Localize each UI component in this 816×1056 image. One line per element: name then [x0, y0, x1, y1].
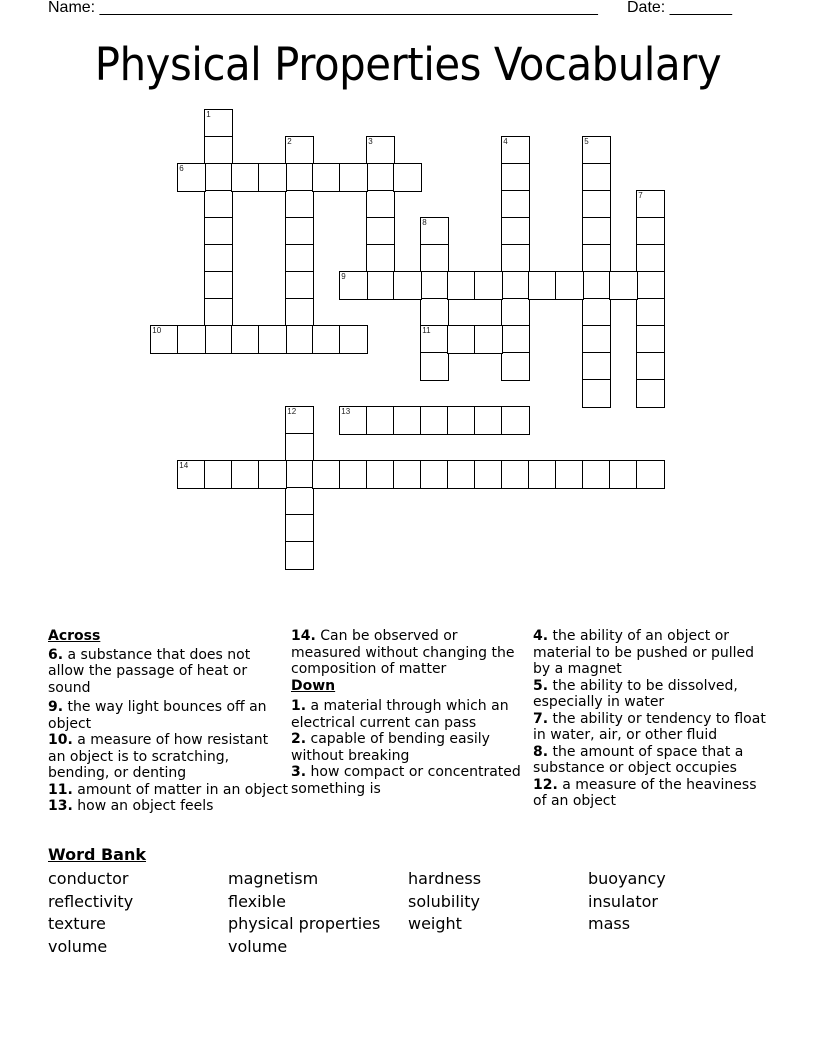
crossword-cell[interactable]: [339, 163, 368, 192]
crossword-cell[interactable]: [636, 298, 665, 327]
crossword-cell[interactable]: [609, 271, 638, 300]
crossword-cell[interactable]: [393, 163, 422, 192]
clue-down-8: 8. the amount of space that a substance or object occupies: [533, 743, 744, 776]
crossword-cell[interactable]: [501, 325, 530, 354]
word-bank-item: insulator: [588, 891, 658, 911]
clue-number: 13: [341, 407, 351, 417]
clue-number: 5: [584, 137, 589, 147]
crossword-cell[interactable]: [447, 460, 476, 489]
crossword-cell[interactable]: [582, 325, 611, 354]
crossword-cell[interactable]: [555, 271, 584, 300]
crossword-cell[interactable]: [501, 406, 530, 435]
crossword-cell[interactable]: [231, 460, 260, 489]
crossword-cell[interactable]: [258, 163, 287, 192]
word-bank-item: magnetism: [228, 869, 319, 888]
word-bank-column-3: [408, 868, 481, 936]
crossword-cell[interactable]: [312, 460, 341, 489]
name-field-label: Name: ________________________________________________________: [48, 0, 598, 16]
clue-number: 10: [152, 326, 162, 336]
crossword-cell[interactable]: [420, 217, 449, 246]
crossword-cell[interactable]: [582, 352, 611, 381]
crossword-cell[interactable]: [339, 460, 368, 489]
crossword-cell[interactable]: [285, 136, 314, 165]
crossword-cell[interactable]: [285, 244, 314, 273]
crossword-cell[interactable]: [366, 271, 395, 300]
word-bank-column-1: [48, 868, 133, 958]
crossword-cell[interactable]: [501, 298, 530, 327]
word-bank-item: texture: [48, 914, 106, 933]
crossword-cell[interactable]: [339, 406, 368, 435]
crossword-cell[interactable]: [258, 325, 287, 354]
word-bank-item: flexible: [228, 891, 286, 911]
crossword-cell[interactable]: [204, 271, 233, 300]
crossword-cell[interactable]: [582, 298, 611, 327]
crossword-cell[interactable]: [177, 460, 206, 489]
crossword-cell[interactable]: [555, 460, 584, 489]
crossword-cell[interactable]: [393, 271, 422, 300]
across-heading: Across: [48, 628, 101, 644]
crossword-cell[interactable]: [204, 190, 233, 219]
crossword-cell[interactable]: [204, 325, 233, 354]
crossword-cell[interactable]: [501, 136, 530, 165]
word-bank-item: volume: [228, 936, 288, 956]
crossword-cell[interactable]: [636, 379, 665, 408]
crossword-cell[interactable]: [231, 325, 260, 354]
down-heading: Down: [291, 677, 336, 694]
word-bank-column-2: [228, 868, 380, 958]
crossword-cell[interactable]: [285, 190, 314, 219]
crossword-cell[interactable]: [582, 244, 611, 273]
crossword-cell[interactable]: [366, 406, 395, 435]
crossword-cell[interactable]: [474, 460, 503, 489]
crossword-cell[interactable]: [366, 244, 395, 273]
crossword-cell[interactable]: [285, 325, 314, 354]
clue-down-12: 12. a measure of the heaviness of an object: [533, 776, 757, 809]
word-bank-item: reflectivity: [48, 891, 134, 911]
crossword-cell[interactable]: [501, 352, 530, 381]
crossword-cell[interactable]: [582, 163, 611, 192]
clue-number: 2: [287, 137, 292, 147]
date-field-label: Date: _______: [627, 0, 732, 16]
clue-down-2: 2. capable of bending easily without breaking: [291, 731, 490, 764]
crossword-cell[interactable]: [420, 244, 449, 273]
crossword-cell[interactable]: [285, 271, 314, 300]
crossword-cell[interactable]: [366, 136, 395, 165]
crossword-cell[interactable]: [636, 217, 665, 246]
crossword-cell[interactable]: [204, 136, 233, 165]
crossword-cell[interactable]: [420, 352, 449, 381]
crossword-cell[interactable]: [285, 433, 314, 462]
clue-down-1: 1. a material through which an electrical current can pass: [291, 698, 509, 731]
clue-number: 11: [422, 326, 431, 336]
crossword-cell[interactable]: [393, 460, 422, 489]
clue-number: 8: [422, 218, 427, 228]
crossword-cell[interactable]: [582, 379, 611, 408]
crossword-cell[interactable]: [366, 217, 395, 246]
word-bank-item: buoyancy: [588, 869, 666, 888]
crossword-cell[interactable]: [366, 163, 395, 192]
clue-number: 14: [179, 461, 189, 471]
crossword-cell[interactable]: [150, 325, 179, 354]
clue-number: 4: [503, 137, 508, 147]
clues-column-2: [291, 628, 527, 797]
word-bank-item: solubility: [408, 891, 480, 911]
clue-down-4: 4. the ability of an object or material to be pushed or pulled by a magnet: [533, 628, 755, 677]
crossword-cell[interactable]: [177, 163, 206, 192]
clue-down-3: 3. how compact or concentrated something is: [291, 764, 521, 797]
crossword-cell[interactable]: [204, 298, 233, 327]
crossword-cell[interactable]: [582, 271, 611, 300]
crossword-cell[interactable]: [204, 217, 233, 246]
crossword-cell[interactable]: [420, 298, 449, 327]
clue-across-10: 10. a measure of how resistant an object is to scratching, bending, or denting: [48, 732, 269, 781]
clue-down-5: 5. the ability to be dissolved, especially in water: [533, 677, 738, 710]
crossword-cell[interactable]: [501, 217, 530, 246]
crossword-cell[interactable]: [636, 244, 665, 273]
word-bank-item: weight: [408, 914, 462, 933]
crossword-cell[interactable]: [366, 190, 395, 219]
word-bank-item: conductor: [48, 869, 129, 888]
word-bank-item: hardness: [408, 869, 482, 888]
clue-across-6: 6. a substance that does not allow the passage of heat or sound: [48, 646, 251, 696]
word-bank-item: volume: [48, 936, 108, 956]
crossword-cell[interactable]: [636, 352, 665, 381]
crossword-cell[interactable]: [447, 406, 476, 435]
clue-number: 9: [341, 272, 346, 282]
crossword-cell[interactable]: [285, 460, 314, 489]
word-bank-heading: Word Bank: [48, 845, 147, 864]
clues-column-3: [533, 628, 773, 810]
crossword-cell[interactable]: [636, 325, 665, 354]
clue-number: 6: [179, 164, 184, 174]
crossword-cell[interactable]: [258, 460, 287, 489]
clue-down-7: 7. the ability or tendency to float in water, air, or other fluid: [533, 710, 766, 743]
crossword-cell[interactable]: [528, 271, 557, 300]
crossword-cell[interactable]: [285, 298, 314, 327]
crossword-cell[interactable]: [447, 325, 476, 354]
clue-number: 3: [368, 137, 373, 147]
crossword-cell[interactable]: [609, 460, 638, 489]
clue-across-14: 14. Can be observed or measured without changing the composition of matter: [291, 628, 515, 677]
word-bank-item: mass: [588, 914, 631, 933]
crossword-cell[interactable]: [474, 325, 503, 354]
crossword-cell[interactable]: [420, 406, 449, 435]
clue-number: 12: [287, 407, 297, 417]
crossword-cell[interactable]: [312, 163, 341, 192]
crossword-cell[interactable]: [204, 163, 233, 192]
crossword-cell[interactable]: [582, 217, 611, 246]
crossword-cell[interactable]: [636, 190, 665, 219]
crossword-cell[interactable]: [582, 136, 611, 165]
page-title: Physical Properties Vocabulary: [94, 38, 722, 91]
crossword-cell[interactable]: [420, 325, 449, 354]
crossword-cell[interactable]: [636, 271, 665, 300]
crossword-cell[interactable]: [285, 163, 314, 192]
crossword-cell[interactable]: [528, 460, 557, 489]
crossword-cell[interactable]: [285, 541, 314, 570]
crossword-cell[interactable]: [474, 271, 503, 300]
crossword-cell[interactable]: [285, 514, 314, 543]
word-bank-item: physical properties: [228, 914, 381, 933]
crossword-cell[interactable]: [501, 460, 530, 489]
clue-number: 7: [638, 191, 643, 201]
clue-across-11: 11. amount of matter in an object: [48, 781, 288, 798]
clue-across-13: 13. how an object feels: [48, 798, 214, 814]
crossword-cell[interactable]: [285, 487, 314, 516]
word-bank-column-4: [588, 868, 666, 936]
crossword-cell[interactable]: [420, 271, 449, 300]
crossword-cell[interactable]: [501, 244, 530, 273]
crossword-cell[interactable]: [501, 271, 530, 300]
crossword-cell[interactable]: [339, 325, 368, 354]
crossword-cell[interactable]: [366, 460, 395, 489]
crossword-cell[interactable]: [204, 109, 233, 138]
crossword-cell[interactable]: [339, 271, 368, 300]
crossword-cell[interactable]: [204, 460, 233, 489]
crossword-cell[interactable]: [582, 460, 611, 489]
clue-number: 1: [206, 110, 211, 120]
clues-column-1: [48, 628, 288, 815]
crossword-cell[interactable]: [285, 217, 314, 246]
crossword-cell[interactable]: [474, 406, 503, 435]
crossword-cell[interactable]: [636, 460, 665, 489]
crossword-cell[interactable]: [420, 460, 449, 489]
crossword-cell[interactable]: [501, 163, 530, 192]
crossword-cell[interactable]: [501, 190, 530, 219]
crossword-cell[interactable]: [231, 163, 260, 192]
clue-across-9: 9. the way light bounces off an object: [48, 699, 267, 732]
crossword-cell[interactable]: [285, 406, 314, 435]
crossword-cell[interactable]: [447, 271, 476, 300]
crossword-cell[interactable]: [204, 244, 233, 273]
crossword-cell[interactable]: [393, 406, 422, 435]
crossword-cell[interactable]: [582, 190, 611, 219]
crossword-cell[interactable]: [312, 325, 341, 354]
crossword-cell[interactable]: [177, 325, 206, 354]
